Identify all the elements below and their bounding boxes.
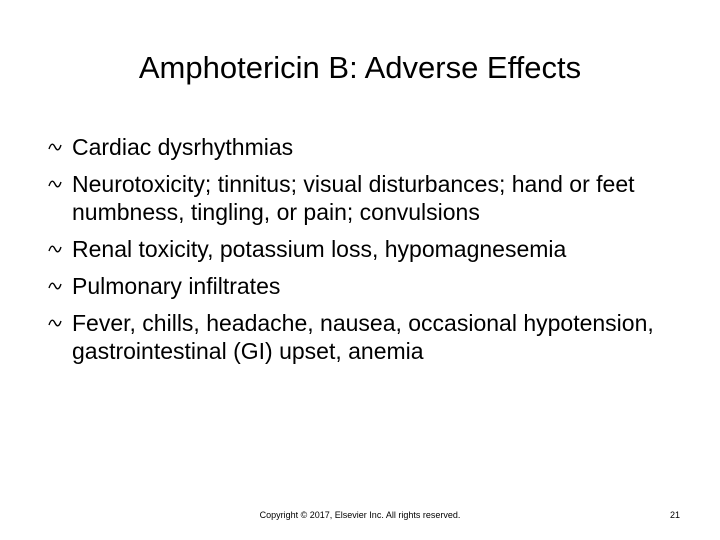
bullet-text: Pulmonary infiltrates (72, 273, 281, 299)
bullet-item (48, 133, 688, 161)
bullet-list (48, 133, 688, 374)
bullet-text: Neurotoxicity; tinnitus; visual disturbances; hand or feet numbness, tingling, or pain; convulsions (72, 171, 635, 225)
bullet-item (48, 272, 688, 300)
bullet-text: Renal toxicity, potassium loss, hypomagnesemia (72, 236, 567, 262)
wave-bullet-icon (48, 142, 62, 152)
footer-copyright: Copyright © 2017, Elsevier Inc. All rights reserved. (259, 510, 461, 520)
bullet-text: Cardiac dysrhythmias (72, 134, 294, 160)
page-number: 21 (669, 510, 680, 520)
wave-bullet-icon (48, 244, 62, 254)
slide-title: Amphotericin B: Adverse Effects (138, 50, 582, 85)
wave-bullet-icon (48, 318, 62, 328)
wave-bullet-icon (48, 179, 62, 189)
bullet-item (48, 170, 688, 226)
bullet-text: Fever, chills, headache, nausea, occasional hypotension, gastrointestinal (GI) upset, anemia (72, 310, 654, 364)
wave-bullet-icon (48, 281, 62, 291)
bullet-item (48, 235, 688, 263)
bullet-item (48, 309, 688, 365)
